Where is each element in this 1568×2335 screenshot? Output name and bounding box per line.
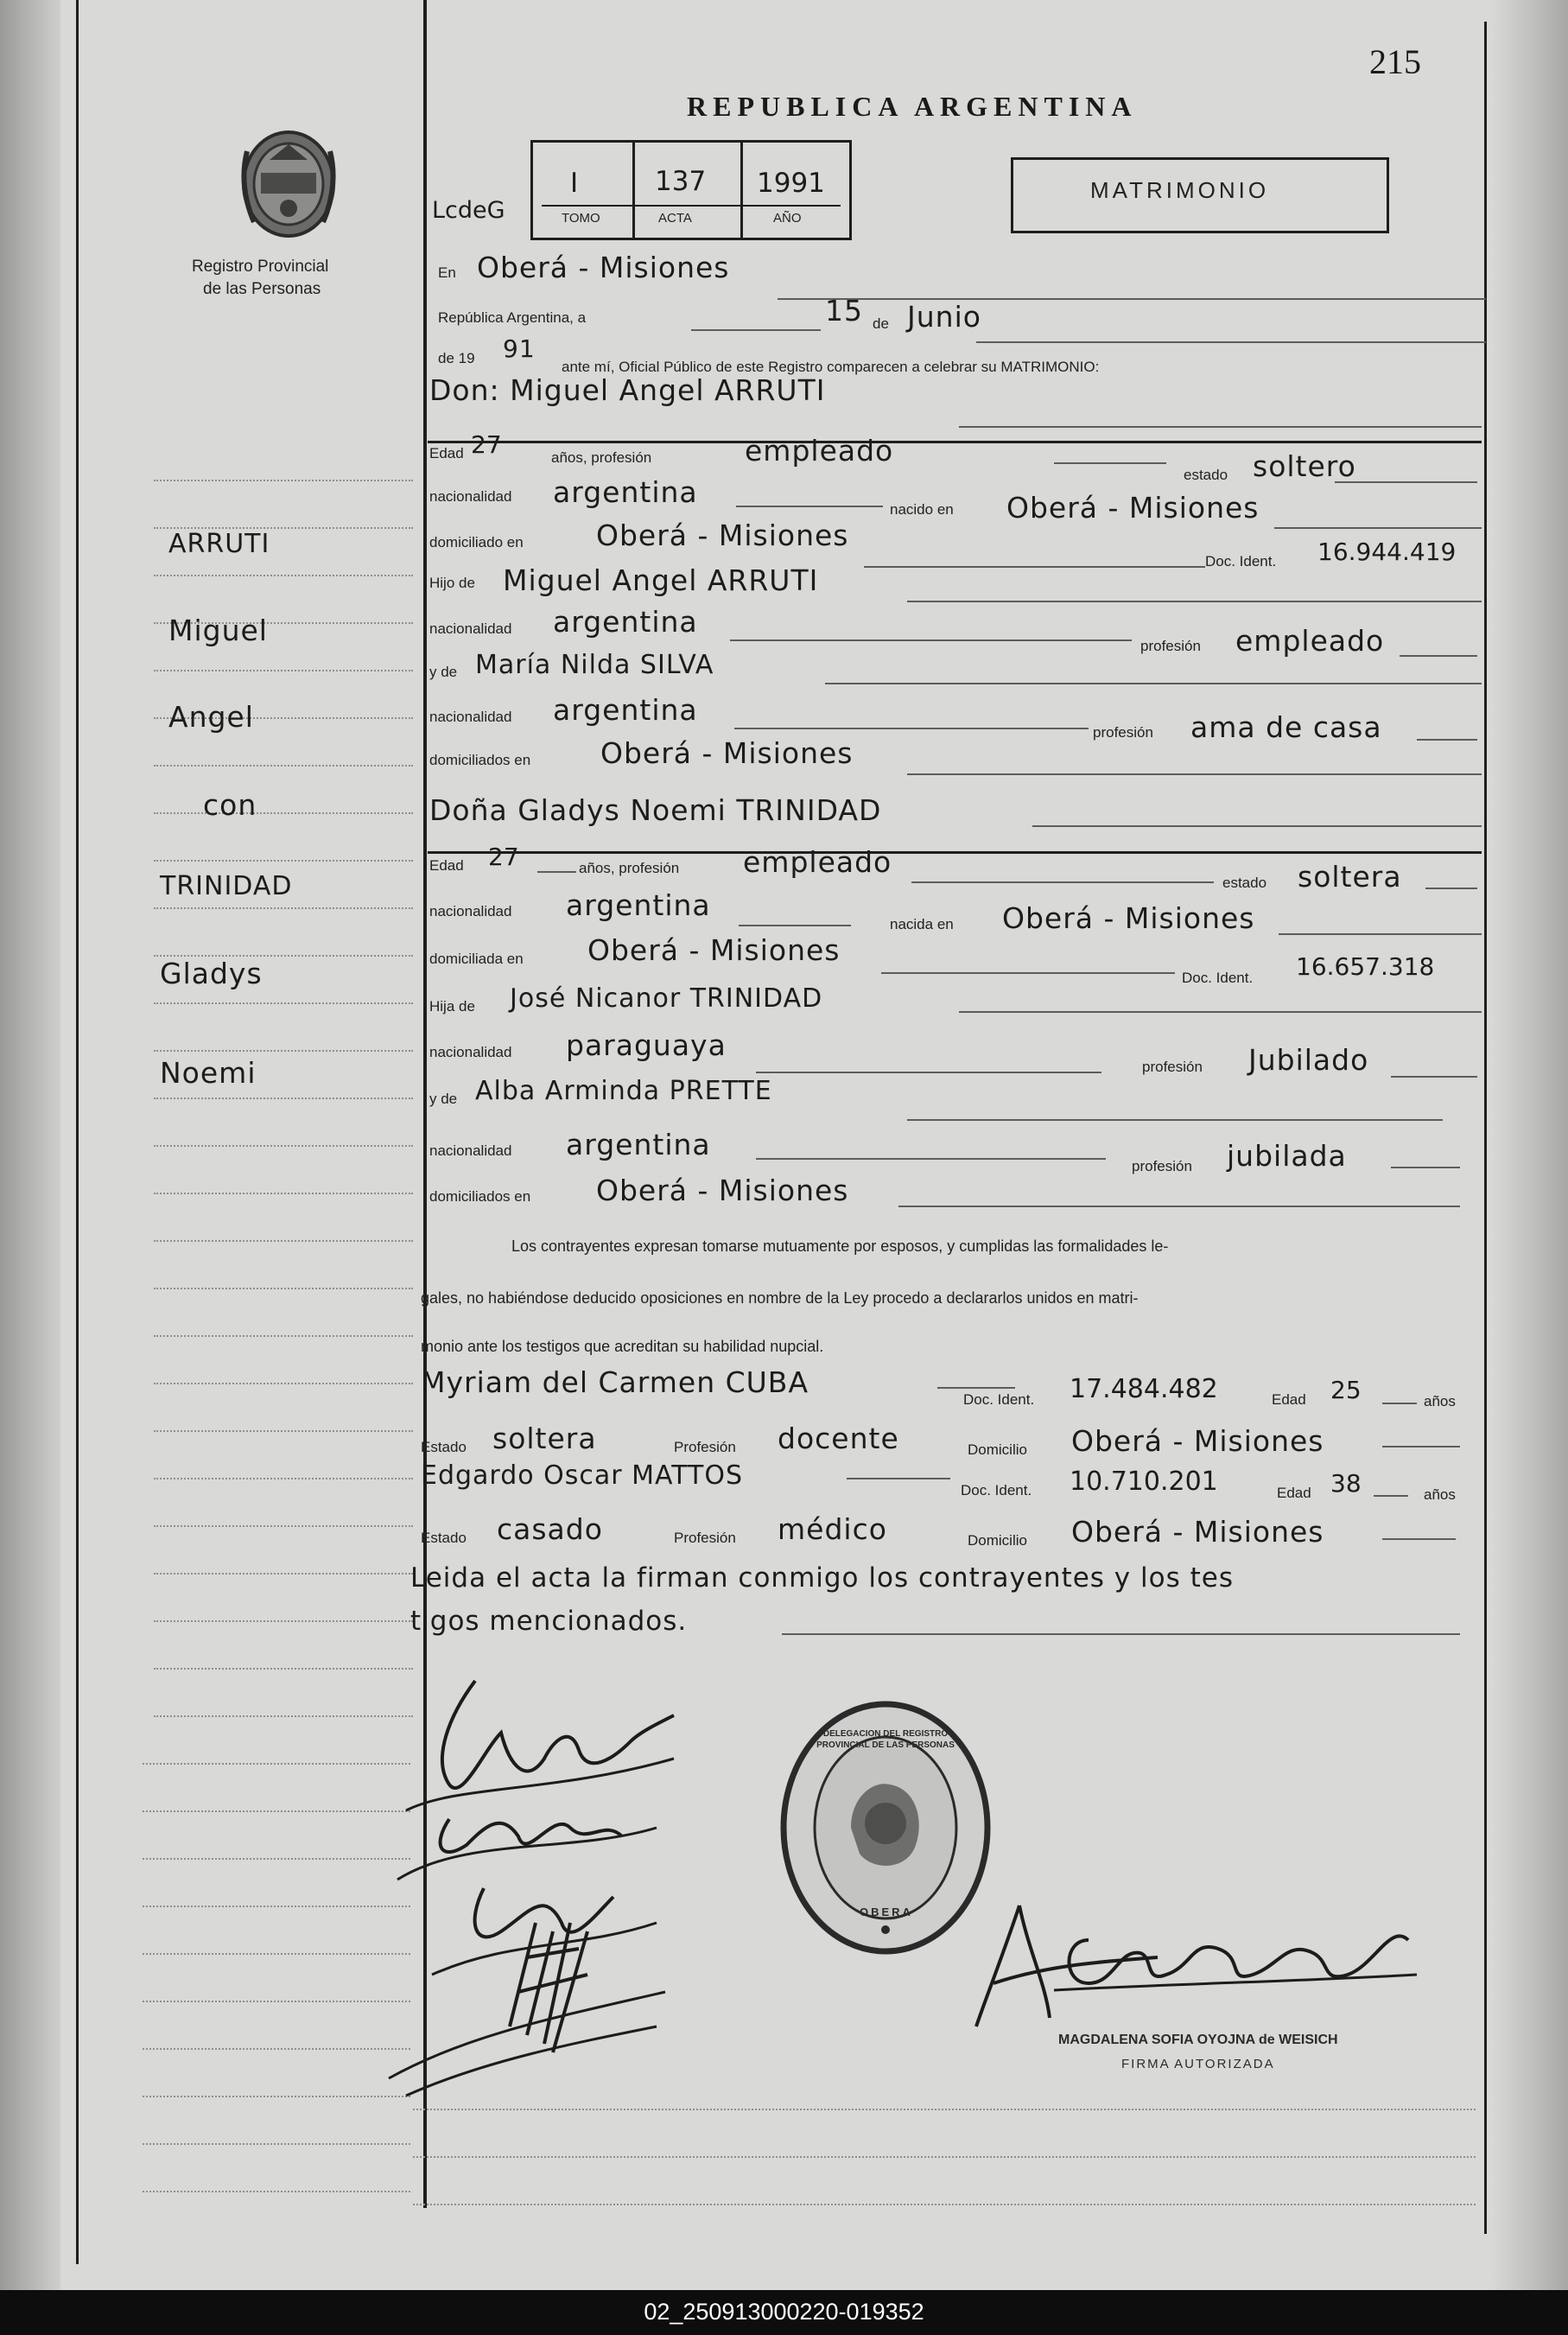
bride-mother-nac-label: nacionalidad	[429, 1142, 512, 1159]
intro-month: Junio	[907, 300, 981, 334]
margin-name-bride-surname: TRINIDAD	[160, 871, 293, 901]
tomo-label: TOMO	[562, 211, 600, 226]
witness2-anos-label: años	[1424, 1486, 1456, 1503]
bride-father-label: Hija de	[429, 998, 475, 1015]
acta-value: 137	[655, 166, 707, 197]
official-signature	[968, 1888, 1425, 2035]
witness1-estado-label: Estado	[421, 1439, 467, 1455]
witness1-estado: soltera	[492, 1422, 597, 1455]
bride-father: José Nicanor TRINIDAD	[510, 983, 823, 1014]
witness2-domicilio: Oberá - Misiones	[1071, 1515, 1324, 1549]
bride-edad-label: Edad	[429, 857, 464, 874]
bride-doc-label: Doc. Ident.	[1182, 970, 1254, 986]
signature-area-ruled-lines	[413, 2109, 1476, 2111]
groom-nacido-en: Oberá - Misiones	[1006, 491, 1260, 525]
bride-estado: soltera	[1298, 860, 1402, 894]
contrayentes-signatures	[380, 1664, 708, 2113]
groom-parents-dom: Oberá - Misiones	[600, 736, 854, 770]
margin-name-con: con	[203, 788, 257, 822]
witness2-edad-label: Edad	[1277, 1485, 1311, 1501]
groom-nacionalidad: argentina	[553, 475, 698, 509]
margin-ruled-lines	[154, 480, 413, 482]
ano-label: AÑO	[773, 211, 802, 226]
official-name: MAGDALENA SOFIA OYOJNA de WEISICH	[1058, 2033, 1338, 2047]
witness2-estado-label: Estado	[421, 1530, 467, 1546]
witness1-prof-label: Profesión	[674, 1439, 736, 1455]
groom-nacido-label: nacido en	[890, 501, 954, 518]
bride-nacida-label: nacida en	[890, 916, 954, 932]
form-line	[778, 298, 1486, 300]
bride-mother: Alba Arminda PRETTE	[475, 1076, 772, 1106]
margin-name-first: Miguel	[168, 614, 268, 647]
witness2-profesion: médico	[778, 1512, 887, 1546]
groom-parents-dom-label: domiciliados en	[429, 752, 531, 768]
groom-nac-label: nacionalidad	[429, 488, 512, 505]
acta-label: ACTA	[658, 211, 692, 226]
groom-mother-nac-label: nacionalidad	[429, 709, 512, 725]
groom-father-nac-label: nacionalidad	[429, 620, 512, 637]
stamp-city: OBERA	[860, 1906, 913, 1918]
witness2-doc: 10.710.201	[1070, 1467, 1218, 1497]
bride-doc: 16.657.318	[1296, 952, 1435, 981]
margin-name-bride-second: Noemi	[160, 1056, 257, 1090]
act-type-label: MATRIMONIO	[1090, 177, 1270, 203]
intro-text: ante mí, Oficial Público de este Registro comparecen a celebrar su MATRIMONIO:	[562, 359, 1100, 375]
bride-profesion: empleado	[743, 845, 892, 879]
witness1-anos-label: años	[1424, 1393, 1456, 1409]
bride-mother-prof-label: profesión	[1132, 1158, 1192, 1174]
bride-mother-label: y de	[429, 1091, 458, 1107]
groom-father: Miguel Angel ARRUTI	[503, 563, 819, 597]
registry-label-line1: Registro Provincial	[192, 258, 329, 276]
groom-profesion: empleado	[745, 434, 894, 468]
witness1-name: Myriam del Carmen CUBA	[421, 1365, 809, 1399]
scan-footer-code: 02_250913000220-019352	[644, 2299, 924, 2325]
registry-label-line2: de las Personas	[203, 280, 321, 298]
witness1-edad-label: Edad	[1272, 1391, 1306, 1408]
declaration-line2: gales, no habiéndose deducido oposiciones en nombre de la Ley procedo a declararlos unidos en matri-	[421, 1289, 1139, 1307]
witness2-dom-label: Domicilio	[968, 1532, 1027, 1549]
declaration-line3: monio ante los testigos que acreditan su habilidad nupcial.	[421, 1338, 824, 1355]
bride-estado-label: estado	[1222, 875, 1267, 891]
groom-doc: 16.944.419	[1317, 538, 1457, 566]
bride-parents-dom-label: domiciliados en	[429, 1188, 531, 1205]
groom-father-label: Hijo de	[429, 575, 475, 591]
margin-name-bride-first: Gladys	[160, 957, 263, 990]
intro-de19-label: de 19	[438, 350, 475, 366]
bride-anos-prof-label: años, profesión	[579, 860, 680, 876]
declaration-line1: Los contrayentes expresan tomarse mutuamente por esposos, y cumplidas las formalidades le-	[511, 1237, 1169, 1255]
groom-domicilio: Oberá - Misiones	[596, 519, 849, 552]
witness2-edad: 38	[1330, 1469, 1362, 1498]
bride-parents-dom: Oberá - Misiones	[596, 1174, 849, 1207]
witness1-profesion: docente	[778, 1422, 899, 1455]
intro-place: Oberá - Misiones	[477, 251, 730, 284]
page-binding-shadow	[0, 0, 60, 2290]
witness1-domicilio: Oberá - Misiones	[1071, 1424, 1324, 1458]
intro-en-label: En	[438, 264, 456, 281]
groom-doc-label: Doc. Ident.	[1205, 553, 1277, 569]
groom-father-nac: argentina	[553, 605, 698, 639]
witness2-doc-label: Doc. Ident.	[961, 1482, 1032, 1498]
witness1-dom-label: Domicilio	[968, 1441, 1027, 1458]
bride-father-prof-label: profesión	[1142, 1059, 1203, 1075]
book-code: LcdeG	[432, 197, 505, 224]
page-number: 215	[1369, 42, 1421, 81]
bride-mother-nac: argentina	[566, 1128, 711, 1161]
groom-estado: soltero	[1253, 449, 1356, 483]
bride-father-nac-label: nacionalidad	[429, 1044, 512, 1060]
groom-mother-prof: ama de casa	[1190, 710, 1382, 744]
bride-dom-label: domiciliada en	[429, 951, 524, 967]
witness2-name: Edgardo Oscar MATTOS	[421, 1460, 744, 1491]
bride-father-nac: paraguaya	[566, 1028, 727, 1062]
groom-edad: 27	[471, 430, 502, 459]
official-title: FIRMA AUTORIZADA	[1121, 2057, 1275, 2071]
groom-anos-prof-label: años, profesión	[551, 449, 652, 466]
groom-father-prof: empleado	[1235, 624, 1385, 658]
witness2-prof-label: Profesión	[674, 1530, 736, 1546]
intro-de-label: de	[873, 315, 889, 332]
groom-mother-nac: argentina	[553, 693, 698, 727]
groom-mother: María Nilda SILVA	[475, 650, 714, 680]
groom-dom-label: domiciliado en	[429, 534, 524, 550]
page-right-edge	[1490, 0, 1568, 2290]
bride-father-prof: Jubilado	[1248, 1043, 1369, 1077]
intro-republica-label: República Argentina, a	[438, 309, 587, 326]
margin-name-surname: ARRUTI	[168, 529, 270, 559]
bride-edad: 27	[488, 843, 519, 871]
closing-line2: tigos mencionados.	[410, 1606, 688, 1637]
tomo-value: I	[570, 168, 579, 199]
groom-name: Don: Miguel Angel ARRUTI	[429, 373, 826, 407]
witness1-edad: 25	[1330, 1376, 1362, 1404]
ano-value: 1991	[757, 168, 825, 199]
bride-name: Doña Gladys Noemi TRINIDAD	[429, 793, 882, 827]
stamp-ring-text: DELEGACION DEL REGISTRO PROVINCIAL DE LAS PERSONAS	[816, 1729, 955, 1750]
bride-nac-label: nacionalidad	[429, 903, 512, 919]
bride-nacionalidad: argentina	[566, 888, 711, 922]
bride-mother-prof: jubilada	[1227, 1139, 1347, 1173]
witness1-doc-label: Doc. Ident.	[963, 1391, 1035, 1408]
country-title: REPUBLICA ARGENTINA	[687, 91, 1138, 122]
margin-name-second: Angel	[168, 700, 254, 734]
witness1-doc: 17.484.482	[1070, 1374, 1218, 1404]
bride-nacida-en: Oberá - Misiones	[1002, 901, 1255, 935]
intro-day: 15	[825, 294, 863, 328]
witness2-estado: casado	[497, 1512, 603, 1546]
bride-domicilio: Oberá - Misiones	[587, 933, 841, 967]
right-content-border	[1484, 22, 1487, 2234]
coat-of-arms-emblem	[235, 125, 343, 242]
closing-line1: Leida el acta la firman conmigo los contrayentes y los tes	[410, 1562, 1234, 1594]
groom-edad-label: Edad	[429, 445, 464, 461]
groom-mother-label: y de	[429, 664, 458, 680]
groom-mother-prof-label: profesión	[1093, 724, 1153, 741]
groom-estado-label: estado	[1184, 467, 1228, 483]
left-page-border	[76, 0, 79, 2264]
intro-year-suffix: 91	[503, 334, 536, 363]
groom-father-prof-label: profesión	[1140, 638, 1201, 654]
